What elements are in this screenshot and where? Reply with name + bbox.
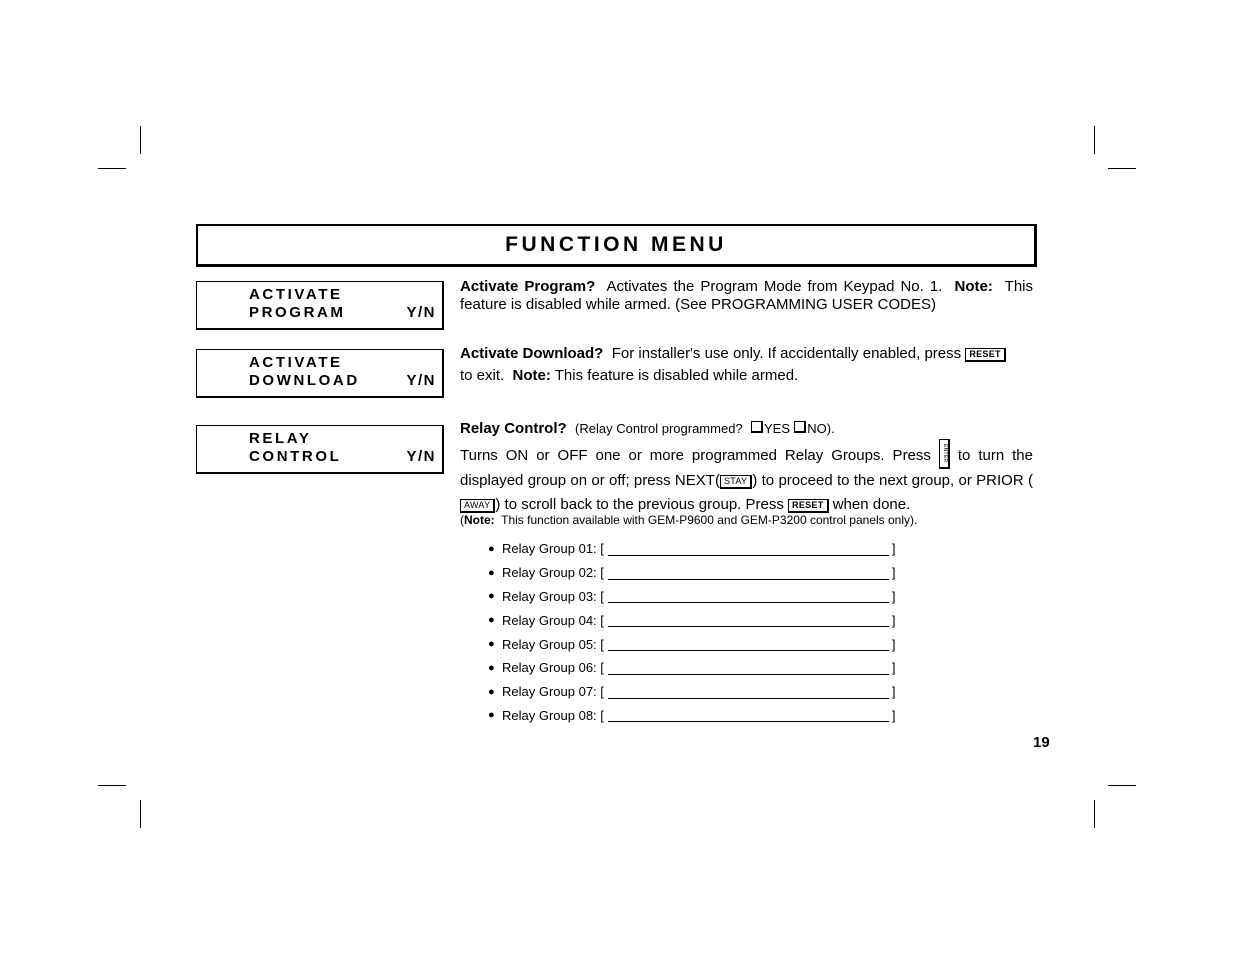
lcd-yn: Y/N — [406, 304, 436, 321]
bullet-icon: ● — [488, 590, 495, 603]
relay-group-blank — [608, 637, 889, 651]
page-number: 19 — [1033, 734, 1050, 751]
crop-mark — [1094, 800, 1095, 828]
crop-mark — [1094, 126, 1095, 154]
list-item — [488, 561, 896, 585]
bracket: ] — [891, 541, 896, 557]
bracket: ] — [891, 707, 896, 723]
reset-key-icon: RESET — [788, 499, 829, 513]
relay-group-blank — [608, 589, 889, 603]
text: ) to scroll back to the previous group. Press — [495, 496, 784, 513]
relay-group-label: Relay Group 07: [ — [502, 684, 604, 700]
bracket: ] — [891, 660, 896, 676]
relay-group-label: Relay Group 03: [ — [502, 588, 604, 604]
relay-group-label: Relay Group 05: [ — [502, 636, 604, 652]
lcd-activate-download — [196, 349, 444, 398]
reset-key-icon: RESET — [965, 348, 1006, 362]
stay-key-icon: STAY — [720, 475, 752, 489]
bracket: ] — [891, 636, 896, 652]
crop-mark — [1108, 168, 1136, 169]
lcd-activate-program — [196, 281, 444, 330]
bullet-icon: ● — [488, 638, 495, 651]
text: when done. — [832, 496, 911, 513]
list-item — [488, 680, 896, 704]
bullet-icon: ● — [488, 661, 495, 674]
list-item — [488, 585, 896, 609]
list-item — [488, 656, 896, 680]
relay-control-heading-line — [460, 420, 1033, 438]
lcd-line-1: ACTIVATE — [249, 286, 343, 303]
page-title: FUNCTION MENU — [196, 224, 1037, 267]
activate-download-description — [460, 343, 1033, 387]
note-label: Note: — [464, 513, 495, 527]
text: Turns ON or OFF one or more programmed Relay Groups. Press — [460, 447, 931, 464]
relay-control-description — [460, 439, 1033, 517]
text: This feature is disabled while armed. — [554, 367, 799, 384]
note-label: Note: — [512, 367, 551, 384]
crop-mark — [140, 800, 141, 828]
enter-key-icon: ENTER — [939, 439, 950, 469]
list-item — [488, 608, 896, 632]
text: to exit. — [460, 367, 505, 384]
relay-group-blank — [608, 613, 889, 627]
text: Activates the Program Mode from Keypad No. 1. — [606, 278, 943, 295]
bracket: ] — [891, 612, 896, 628]
checkbox-icon — [794, 421, 806, 433]
lcd-yn: Y/N — [406, 372, 436, 389]
activate-program-description — [460, 278, 1033, 314]
lcd-line-1: ACTIVATE — [249, 354, 343, 371]
bracket: ] — [891, 588, 896, 604]
relay-group-blank — [608, 685, 889, 699]
relay-control-note — [460, 513, 917, 527]
bullet-icon: ● — [488, 542, 495, 555]
crop-mark — [1108, 785, 1136, 786]
text: ) to proceed to the next group, or PRIOR ( — [752, 472, 1033, 489]
text: This feature is disabled while armed. (See PROGRAMMING USER CODES) — [460, 278, 1033, 313]
no-label: NO). — [807, 421, 835, 436]
checkbox-icon — [751, 421, 763, 433]
lcd-relay-control — [196, 425, 444, 474]
bullet-icon: ● — [488, 685, 495, 698]
heading: Activate Program? — [460, 278, 596, 295]
crop-mark — [98, 168, 126, 169]
heading: Relay Control? — [460, 420, 567, 437]
list-item — [488, 632, 896, 656]
relay-group-label: Relay Group 04: [ — [502, 612, 604, 628]
yes-label: YES — [764, 421, 791, 436]
relay-group-label: Relay Group 01: [ — [502, 541, 604, 557]
away-key-icon: AWAY — [460, 499, 495, 513]
relay-group-list — [488, 537, 896, 727]
crop-mark — [140, 126, 141, 154]
note-text: This function available with GEM-P9600 and GEM-P3200 control panels only). — [501, 513, 918, 527]
relay-group-blank — [608, 566, 889, 580]
text: For installer's use only. If accidentally enabled, press — [611, 345, 962, 362]
relay-group-blank — [608, 661, 889, 675]
lcd-line-1: RELAY — [249, 430, 312, 447]
crop-mark — [98, 785, 126, 786]
bullet-icon: ● — [488, 566, 495, 579]
lcd-line-2: DOWNLOAD — [249, 372, 360, 389]
bracket: ] — [891, 684, 896, 700]
relay-group-label: Relay Group 02: [ — [502, 565, 604, 581]
lcd-yn: Y/N — [406, 448, 436, 465]
relay-group-label: Relay Group 08: [ — [502, 707, 604, 723]
bracket: ] — [891, 565, 896, 581]
list-item — [488, 537, 896, 561]
note-label: Note: — [954, 278, 993, 295]
relay-group-blank — [608, 542, 889, 556]
lcd-line-2: PROGRAM — [249, 304, 346, 321]
bullet-icon: ● — [488, 709, 495, 722]
lcd-line-2: CONTROL — [249, 448, 342, 465]
heading: Activate Download? — [460, 345, 604, 362]
text: to turn the displayed group on or off; press NEXT( — [460, 447, 1033, 489]
relay-group-label: Relay Group 06: [ — [502, 660, 604, 676]
programmed-question: (Relay Control programmed? — [575, 421, 743, 436]
bullet-icon: ● — [488, 614, 495, 627]
paren: ( — [460, 513, 464, 527]
list-item — [488, 704, 896, 728]
relay-group-blank — [608, 708, 889, 722]
